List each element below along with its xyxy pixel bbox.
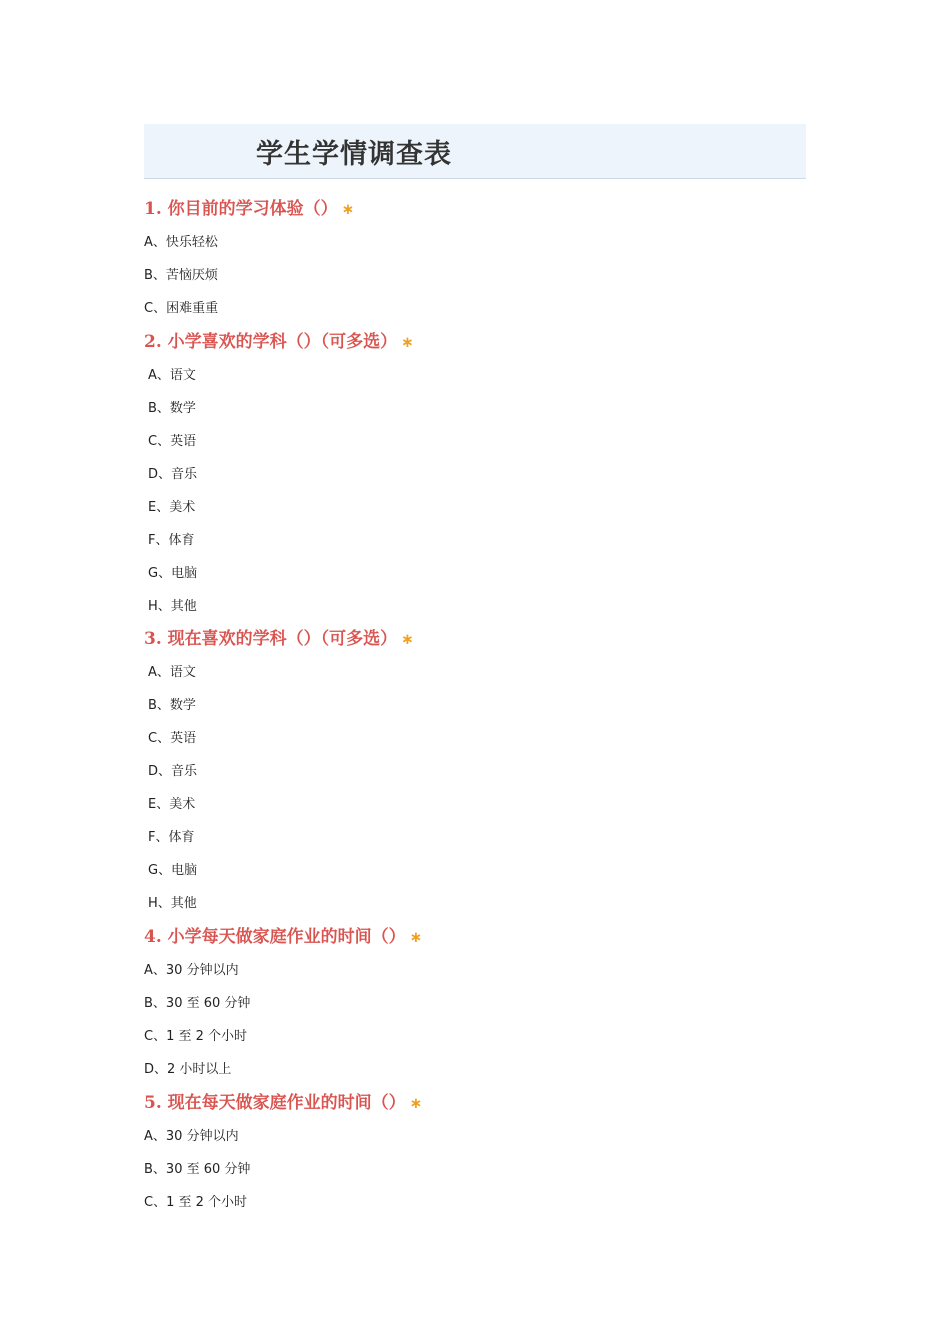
question-1-label: 1. 你目前的学习体验（） ∗ bbox=[144, 199, 355, 219]
q3-option-g[interactable]: G、电脑 bbox=[148, 863, 198, 878]
q5-option-b[interactable]: B、30 至 60 分钟 bbox=[144, 1162, 251, 1177]
q4-option-a[interactable]: A、30 分钟以内 bbox=[144, 963, 239, 978]
required-mark: ∗ bbox=[341, 200, 355, 218]
q3-option-h[interactable]: H、其他 bbox=[148, 896, 197, 911]
q2-option-e[interactable]: E、美术 bbox=[148, 500, 196, 515]
q2-option-d[interactable]: D、音乐 bbox=[148, 467, 198, 482]
question-5-label: 5. 现在每天做家庭作业的时间（） ∗ bbox=[144, 1093, 423, 1113]
q4-option-b[interactable]: B、30 至 60 分钟 bbox=[144, 996, 251, 1011]
q3-option-e[interactable]: E、美术 bbox=[148, 797, 196, 812]
q2-option-c[interactable]: C、英语 bbox=[148, 434, 197, 449]
q2-option-h[interactable]: H、其他 bbox=[148, 599, 197, 614]
required-mark: ∗ bbox=[401, 630, 414, 648]
q1-option-c[interactable]: C、困难重重 bbox=[144, 301, 219, 316]
q2-option-g[interactable]: G、电脑 bbox=[148, 566, 198, 581]
q3-option-c[interactable]: C、英语 bbox=[148, 731, 197, 746]
q5-option-c[interactable]: C、1 至 2 个小时 bbox=[144, 1195, 248, 1210]
q2-option-b[interactable]: B、数学 bbox=[148, 401, 196, 416]
q3-option-a[interactable]: A、语文 bbox=[148, 665, 196, 680]
q1-option-b[interactable]: B、苦恼厌烦 bbox=[144, 268, 218, 283]
q2-option-f[interactable]: F、体育 bbox=[148, 533, 195, 548]
q3-option-b[interactable]: B、数学 bbox=[148, 698, 196, 713]
q2-option-a[interactable]: A、语文 bbox=[148, 368, 196, 383]
q1-option-a[interactable]: A、快乐轻松 bbox=[144, 235, 218, 250]
question-2-label: 2. 小学喜欢的学科（）（可多选） ∗ bbox=[144, 332, 414, 352]
q3-option-d[interactable]: D、音乐 bbox=[148, 764, 198, 779]
required-mark: ∗ bbox=[409, 1094, 423, 1112]
q3-option-f[interactable]: F、体育 bbox=[148, 830, 195, 845]
page-title: 学生学情调查表 bbox=[256, 139, 452, 170]
required-mark: ∗ bbox=[401, 333, 414, 351]
title-bar bbox=[144, 124, 806, 179]
required-mark: ∗ bbox=[409, 928, 423, 946]
question-3-label: 3. 现在喜欢的学科（）（可多选） ∗ bbox=[144, 629, 414, 649]
q5-option-a[interactable]: A、30 分钟以内 bbox=[144, 1129, 239, 1144]
q4-option-d[interactable]: D、2 小时以上 bbox=[144, 1062, 232, 1077]
question-4-label: 4. 小学每天做家庭作业的时间（） ∗ bbox=[144, 927, 423, 947]
q4-option-c[interactable]: C、1 至 2 个小时 bbox=[144, 1029, 248, 1044]
